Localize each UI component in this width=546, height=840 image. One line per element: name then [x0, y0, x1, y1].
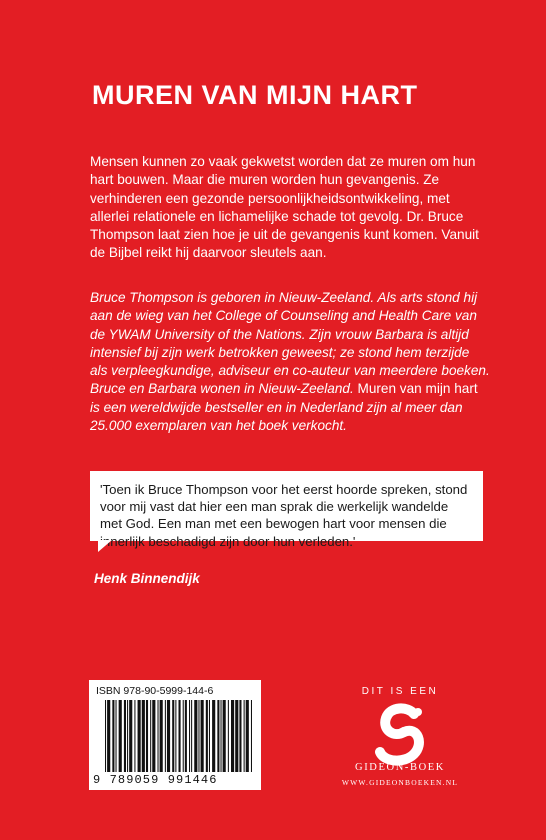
book-title: MUREN VAN MIJN HART [92, 80, 418, 110]
book-blurb: Mensen kunnen zo vaak gekwetst worden dat ze muren om hun hart bouwen. Maar die muren worden hun gevangenis. Ze verhinderen een gezonde persoonlijkheidsontwikkeling, met allerlei relationele en lichamelijke schade tot gevolg. Dr. Bruce Thompson laat zien hoe je uit de gevangenis kunt komen. Vanuit de Bijbel reikt hij daarvoor sleutels aan. [90, 154, 479, 261]
publisher-name: GIDEON-BOEK [355, 762, 445, 773]
barcode-box [89, 680, 261, 790]
endorsement-quote-text: 'Toen ik Bruce Thompson voor het eerst hoorde spreken, stond voor mij vast dat hier een man sprak die werkelijk wandelde met God. Een man met een bewogen hart voor mensen die innerlijk beschadigd zijn door hun verleden.' [100, 482, 468, 549]
endorsement-author: Henk Binnendijk [94, 571, 200, 586]
author-bio-part1: Bruce Thompson is geboren in Nieuw-Zeeland. Als arts stond hij aan de wieg van het College of Counseling and Health Care van de YWAM University of the Nations. Zijn vrouw Barbara is altijd intensief bij zijn werk betrokken geweest; ze stond hem terzijde als verpleegkundige, adviseur en co-auteur van meerdere boeken. Bruce en Barbara wonen in Nieuw-Zeeland. [90, 290, 490, 397]
author-bio-book-title: Muren van mijn hart [357, 381, 478, 397]
author-bio-part2: is een wereldwijde bestseller en in Nederland zijn al meer dan 25.000 exemplaren van het boek verkocht. [90, 399, 463, 434]
publisher-tagline: DIT IS EEN [361, 686, 439, 697]
publisher-url: WWW.GIDEONBOEKEN.NL [341, 778, 459, 787]
isbn-label: ISBN 978-90-5999-144-6 [96, 685, 214, 697]
publisher-logo-block [320, 682, 480, 792]
quote-bubble-tail [98, 540, 112, 552]
endorsement-quote-bubble [90, 471, 483, 549]
barcode-digits: 9 789059 991446 [93, 773, 218, 787]
author-bio [90, 289, 490, 435]
barcode-bars [103, 700, 253, 772]
